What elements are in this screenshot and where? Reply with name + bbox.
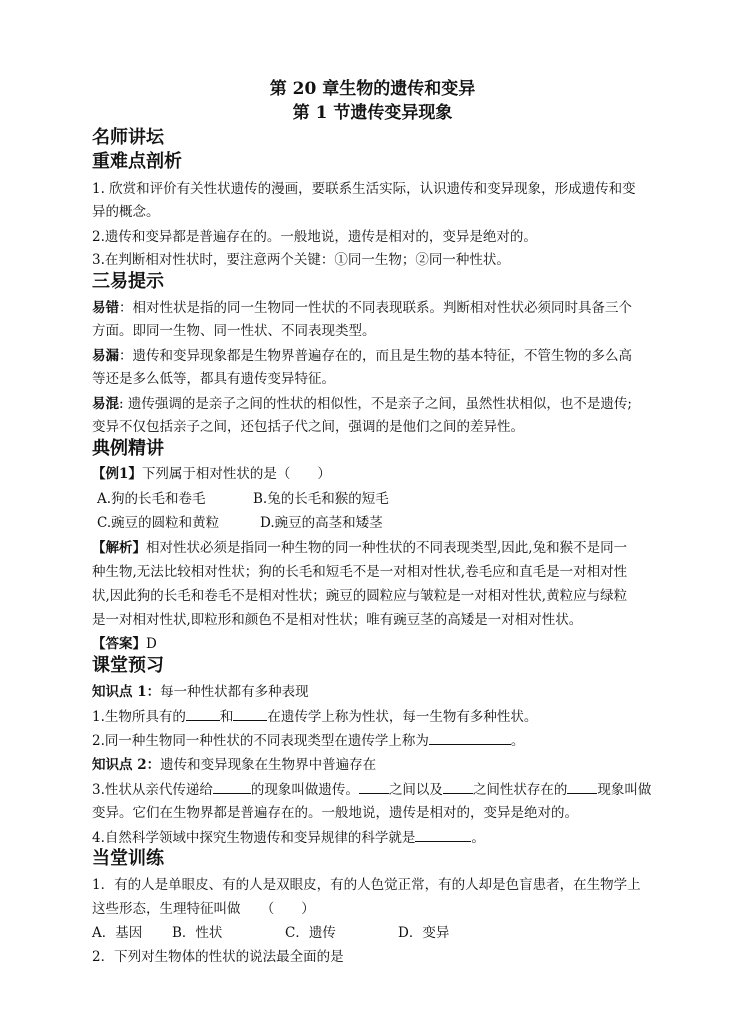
q4-text-a: 4.自然科学领域中探究生物遗传和变异规律的科学就是 xyxy=(92,830,416,846)
example-question-text: 下列属于相对性状的是（ ） xyxy=(141,466,331,482)
tip-mistake xyxy=(92,299,632,317)
example-question xyxy=(92,465,331,483)
key-point-line: 异的概念。 xyxy=(92,204,160,220)
analysis-tag: 【解析】 xyxy=(92,540,146,556)
heading-key-points: 重难点剖析 xyxy=(92,151,182,172)
q3-text-d: 之间性状存在的 xyxy=(472,782,568,798)
example-tag: 【例1】 xyxy=(92,466,142,482)
chapter-title: 第 20 章生物的遗传和变异 xyxy=(269,79,476,99)
heading-teacher-forum: 名师讲坛 xyxy=(92,127,164,148)
preview-q3-cont: 变异。它们在生物界都是普遍存在的。一般地说，遗传是相对的，变异是绝对的。 xyxy=(92,805,578,821)
preview-q4 xyxy=(92,828,485,847)
tip-confusion-label: 易混 xyxy=(92,396,119,412)
tip-omission xyxy=(92,347,632,365)
tip-omission-cont: 等还是多么低等，都具有遗传变异特征。 xyxy=(92,371,335,387)
key-point-line: 3.在判断相对性状时，要注意两个关键：①同一生物；②同一种性状。 xyxy=(92,252,510,268)
practice-q1-line1: 1．有的人是单眼皮、有的人是双眼皮，有的人色觉正常，有的人却是色盲患者，在生物学上 xyxy=(92,877,641,893)
q3-text-e: 现象叫做 xyxy=(597,782,652,798)
fill-blank[interactable] xyxy=(415,828,471,842)
tip-confusion xyxy=(92,395,632,413)
knowledge-point-2 xyxy=(92,756,376,774)
kp2-text: 遗传和变异现象在生物界中普遍存在 xyxy=(160,757,377,773)
q1-text-b: 和 xyxy=(219,709,234,725)
example-option-c: C.豌豆的圆粒和黄粒 xyxy=(97,515,220,531)
kp2-label: 知识点 2： xyxy=(92,757,161,773)
fill-blank[interactable] xyxy=(233,707,267,721)
q1-text-a: 1.生物所具有的 xyxy=(92,709,186,725)
analysis-text: 相对性状必须是指同一种生物的同一种性状的不同表现类型,因此,兔和猴不是同一 xyxy=(146,540,628,556)
heading-three-tips: 三易提示 xyxy=(92,271,164,292)
tip-mistake-cont: 方面。即同一生物、同一性状、不同表现类型。 xyxy=(92,323,376,339)
heading-examples: 典例精讲 xyxy=(92,438,164,459)
preview-q1 xyxy=(92,707,537,726)
q2-text-b: 。 xyxy=(510,733,525,749)
q3-text-c: 之间以及 xyxy=(388,782,443,798)
practice-option-a: A．基因 xyxy=(92,925,143,941)
answer-line xyxy=(92,635,157,653)
practice-q1-line2: 这些形态，生理特征叫做 （ ） xyxy=(92,901,315,917)
practice-option-b: B．性状 xyxy=(172,925,223,941)
tip-confusion-cont: 变异不仅包括亲子之间，还包括子代之间，强调的是他们之间的差异性。 xyxy=(92,419,524,435)
kp1-text: 每一种性状都有多种表现 xyxy=(160,684,309,700)
practice-q2: 2．下列对生物体的性状的说法最全面的是 xyxy=(92,949,344,965)
q1-text-c: 在遗传学上称为性状，每一生物有多种性状。 xyxy=(267,709,538,725)
practice-option-d: D．变异 xyxy=(398,925,450,941)
q3-text-a: 3.性状从亲代传递给 xyxy=(92,782,213,798)
fill-blank[interactable] xyxy=(443,780,473,794)
example-option-d: D.豌豆的高茎和矮茎 xyxy=(260,515,383,531)
practice-option-c: C．遗传 xyxy=(285,925,336,941)
preview-q2 xyxy=(92,731,524,750)
heading-practice: 当堂训练 xyxy=(92,848,164,869)
example-option-b: B.兔的长毛和猴的短毛 xyxy=(253,491,389,507)
tip-omission-label: 易漏 xyxy=(92,348,119,364)
q4-text-b: 。 xyxy=(471,830,485,846)
example-option-a: A.狗的长毛和卷毛 xyxy=(97,491,206,507)
heading-preview: 课堂预习 xyxy=(92,655,164,676)
analysis-line: 是一对相对性状,即粒形和颜色不是相对性状；唯有豌豆茎的高矮是一对相对性状。 xyxy=(92,612,583,628)
analysis-line xyxy=(92,539,627,557)
fill-blank[interactable] xyxy=(567,780,597,794)
fill-blank[interactable] xyxy=(359,780,389,794)
q3-text-b: 的现象叫做遗传。 xyxy=(250,782,359,798)
key-point-line: 2.遗传和变异都是普遍存在的。一般地说，遗传是相对的，变异是绝对的。 xyxy=(92,229,537,245)
tip-confusion-text: : 遗传强调的是亲子之间的性状的相似性，不是亲子之间，虽然性状相似，也不是遗传; xyxy=(119,396,632,412)
knowledge-point-1 xyxy=(92,683,309,701)
analysis-line: 种生物,无法比较相对性状；狗的长毛和短毛不是一对相对性状,卷毛应和直毛是一对相对性 xyxy=(92,564,628,580)
q2-text-a: 2.同一种生物同一种性状的不同表现类型在遗传学上称为 xyxy=(92,733,429,749)
tip-mistake-label: 易错 xyxy=(92,300,119,316)
analysis-line: 状,因此狗的长毛和卷毛不是相对性状；豌豆的圆粒应与皱粒是一对相对性状,黄粒应与绿粒 xyxy=(92,588,628,604)
fill-blank[interactable] xyxy=(186,707,220,721)
preview-q3 xyxy=(92,780,651,799)
answer-tag: 【答案】 xyxy=(92,636,146,652)
answer-value: D xyxy=(146,636,157,652)
tip-omission-text: ：遗传和变异现象都是生物界普遍存在的，而且是生物的基本特征，不管生物的多么高 xyxy=(119,348,632,364)
fill-blank[interactable] xyxy=(429,731,511,745)
key-point-line: 1. 欣赏和评价有关性状遗传的漫画，要联系生活实际，认识遗传和变异现象，形成遗传和变 xyxy=(92,181,636,197)
section-title: 第 1 节遗传变异现象 xyxy=(292,103,453,123)
fill-blank[interactable] xyxy=(213,780,251,794)
tip-mistake-text: ：相对性状是指的同一生物同一性状的不同表现联系。判断相对性状必须同时具备三个 xyxy=(119,300,632,316)
kp1-label: 知识点 1： xyxy=(92,684,161,700)
